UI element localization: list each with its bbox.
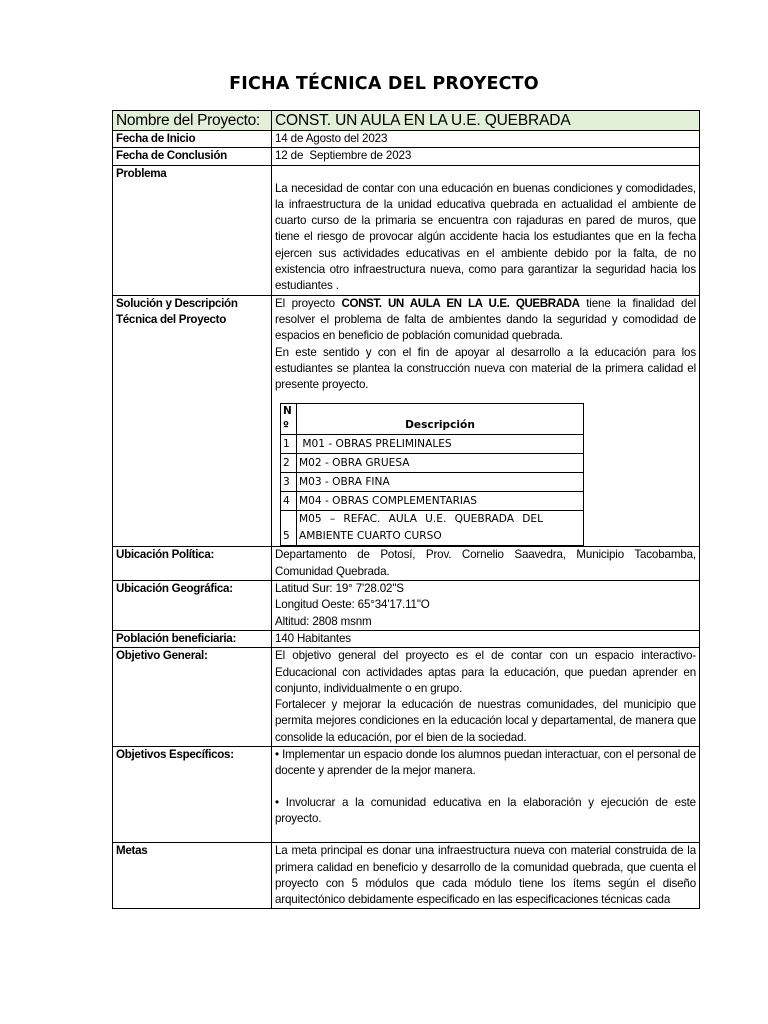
- module-description: M04 - OBRAS COMPLEMENTARIAS: [297, 492, 584, 511]
- project-name-row: [113, 111, 700, 131]
- problem-label: Problema: [113, 165, 272, 295]
- modules-col-description: Descripción: [297, 404, 584, 435]
- module-description: M05 – REFAC. AULA U.E. QUEBRADA DEL AMBIENTE CUARTO CURSO: [297, 511, 584, 546]
- module-row: [281, 473, 584, 492]
- geographic-location-row: [113, 581, 700, 631]
- political-location-label: Ubicación Política:: [113, 547, 272, 581]
- general-objective-row: [113, 648, 700, 747]
- altitude-text: Altitud: 2808 msnm: [275, 614, 372, 628]
- modules-header-row: [281, 404, 584, 435]
- module-number: 3: [281, 473, 297, 492]
- general-objective-label: Objetivo General:: [113, 648, 272, 747]
- population-value: 140 Habitantes: [272, 630, 700, 647]
- geographic-location-label: Ubicación Geográfica:: [113, 581, 272, 631]
- geographic-location-cell: [272, 581, 700, 631]
- longitude-text: Longitud Oeste: 65°34'17.11"O: [275, 598, 430, 612]
- module-row: [281, 492, 584, 511]
- general-objective-cell: [272, 648, 700, 747]
- module-row: [281, 454, 584, 473]
- population-row: [113, 630, 700, 647]
- population-label: Población beneficiaria:: [113, 630, 272, 647]
- end-date-value: 12 de Septiembre de 2023: [272, 148, 700, 165]
- technical-sheet-table: [112, 110, 700, 909]
- module-number: 4: [281, 492, 297, 511]
- modules-col-number: N º: [281, 404, 297, 435]
- solution-paragraph-1: [275, 296, 696, 345]
- political-location-row: [113, 547, 700, 581]
- project-name-label: Nombre del Proyecto:: [113, 111, 272, 131]
- start-date-row: [113, 131, 700, 148]
- project-name-value: CONST. UN AULA EN LA U.E. QUEBRADA: [272, 111, 700, 131]
- solution-row: [113, 295, 700, 547]
- solution-paragraph-2: En este sentido y con el fin de apoyar al desarrollo a la educación para los estudiantes se plantea la construcción nueva con material de la primera calidad el presente proyecto.: [275, 345, 696, 392]
- general-objective-paragraph-2: Fortalecer y mejorar la educación de nuestras comunidades, del municipio que permita mejores condiciones en la educación local y departamental, de manera que consolide la educación, por el bien de la sociedad.: [275, 698, 696, 744]
- specific-objective-item: • Implementar un espacio donde los alumnos puedan interactuar, con el personal de docente y aprender de la mejor manera.: [275, 748, 696, 778]
- module-number: 1: [281, 435, 297, 454]
- goals-cell: [272, 843, 700, 909]
- spacer: [275, 780, 696, 795]
- goals-label: Metas: [113, 843, 272, 909]
- spacer: [275, 827, 696, 842]
- solution-label: Solución y Descripción Técnica del Proyecto: [113, 295, 272, 547]
- solution-p1-start: El proyecto: [275, 296, 342, 310]
- module-number: 2: [281, 454, 297, 473]
- end-date-label: Fecha de Conclusión: [113, 148, 272, 165]
- specific-objectives-label: Objetivos Específicos:: [113, 747, 272, 843]
- problem-text: La necesidad de contar con una educación en buenas condiciones y comodidades, la infraestructura de la unidad educativa quebrada en actualidad el ambiente de cuarto curso de la primaria se encuentra con rajaduras en pared de muros, que tiene el riesgo de provocar algún accidente hacia los estudiantes que en la fecha ejercen sus actividades educativas en el ambiente debido por la falta, de no existencia otro infraestructura nueva, como para garantizar la seguridad hacia los estudiantes .: [275, 181, 696, 293]
- general-objective-paragraph-1: El objetivo general del proyecto es el de contar con un espacio interactivo-Educacional con actividades aptas para la educación, que puedan aprender en conjunto, individualmente o en grupo.: [275, 649, 696, 695]
- module-description: M03 - OBRA FINA: [297, 473, 584, 492]
- spacer: [275, 166, 696, 181]
- module-description: M01 - OBRAS PRELIMINALES: [297, 435, 584, 454]
- module-row: [281, 435, 584, 454]
- specific-objectives-cell: [272, 747, 700, 843]
- political-location-value: Departamento de Potosí, Prov. Cornelio Saavedra, Municipio Tacobamba, Comunidad Quebrada.: [272, 547, 700, 581]
- goals-text: La meta principal es donar una infraestructura nueva con material construida de la primera calidad en beneficio y desarrollo de la comunidad quebrada, que cuenta el proyecto con 5 módulos que cada módulo tiene los ítems según el diseño arquitectónico debidamente especificado en las especificaciones técnicas cada: [275, 844, 696, 907]
- problem-row: [113, 165, 700, 295]
- solution-cell: [272, 295, 700, 547]
- modules-table: [280, 403, 584, 546]
- end-date-row: [113, 148, 700, 165]
- solution-p1-end: tiene la finalidad del resolver el problema de falta de ambientes dando la seguridad y comodidad de espacios en beneficio de población comunidad quebrada.: [275, 296, 697, 343]
- start-date-label: Fecha de Inicio: [113, 131, 272, 148]
- document-title: FICHA TÉCNICA DEL PROYECTO: [229, 74, 539, 94]
- solution-project-name: CONST. UN AULA EN LA U.E. QUEBRADA: [341, 296, 580, 310]
- module-row: [281, 511, 584, 546]
- specific-objective-item: • Involucrar a la comunidad educativa en la elaboración y ejecución de este proyecto.: [275, 795, 696, 825]
- module-number: 5: [281, 511, 297, 546]
- start-date-value: 14 de Agosto del 2023: [272, 131, 700, 148]
- goals-row: [113, 843, 700, 909]
- specific-objectives-row: [113, 747, 700, 843]
- latitude-text: Latitud Sur: 19° 7'28.02"S: [275, 582, 404, 596]
- problem-cell: [272, 165, 700, 295]
- module-description: M02 - OBRA GRUESA: [297, 454, 584, 473]
